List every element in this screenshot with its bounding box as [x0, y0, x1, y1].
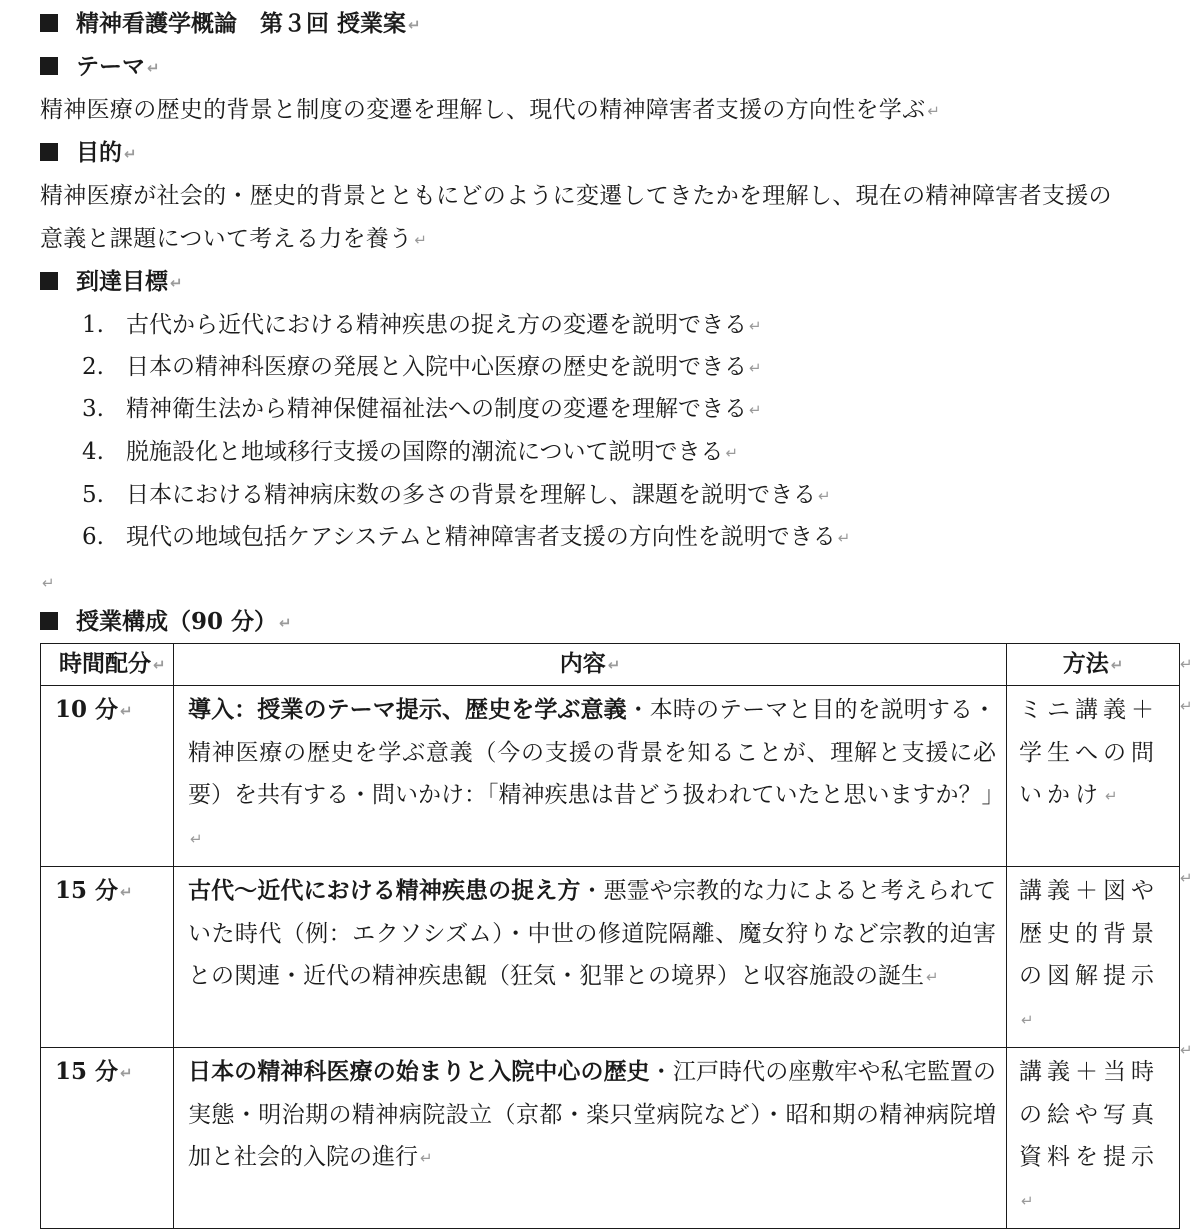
paragraph-mark-icon: ↵: [725, 444, 739, 462]
method-cell: 講義＋当時の絵や写真資料を提示↵: [1007, 1048, 1180, 1229]
paragraph-mark-icon: ↵: [42, 574, 55, 592]
paragraph-mark-icon: ↵: [120, 702, 133, 720]
time-cell: 10 分 ↵: [41, 686, 174, 867]
goals-heading: 到達目標 ↵: [40, 262, 183, 303]
purpose-text-line-1: 精神医療が社会的・歴史的背景とともにどのように変遷してきたかを理解し、現在の精神障害者支援の: [40, 183, 1112, 209]
goal-item: 1. 古代から近代における精神疾患の捉え方の変遷を説明できる ↵: [82, 312, 762, 338]
content-cell: 導入：授業のテーマ提示、歴史を学ぶ意義・本時のテーマと目的を説明する・精神医療の歴史を学ぶ意義（今の支援の背景を知ることが、理解と支援に必要）を共有する・問いかけ：「精神疾患は昔どう扱われていたと思いますか？」↵: [174, 686, 1007, 867]
square-bullet-icon: [40, 14, 58, 32]
goal-item: 2. 日本の精神科医療の発展と入院中心医療の歴史を説明できる ↵: [82, 354, 762, 380]
theme-text: 精神医療の歴史的背景と制度の変遷を理解し、現代の精神障害者支援の方向性を学ぶ ↵: [40, 97, 941, 123]
row-end-mark-icon: ↵: [1180, 697, 1193, 715]
content-cell: 日本の精神科医療の始まりと入院中心の歴史・江戸時代の座敷牢や私宅監置の実態・明治期の精神病院設立（京都・楽只堂病院など）・昭和期の精神病院増加と社会的入院の進行 ↵: [174, 1048, 1007, 1229]
document-title: 精神看護学概論 第３回 授業案 ↵: [40, 4, 421, 45]
paragraph-mark-icon: ↵: [749, 317, 762, 335]
goal-item: 4. 脱施設化と地域移行支援の国際的潮流について説明できる ↵: [82, 439, 739, 465]
paragraph-mark-icon: ↵: [124, 145, 137, 163]
paragraph-mark-icon: ↵: [170, 274, 183, 292]
table-row: [41, 1048, 1180, 1229]
method-cell: ミニ講義＋学生への問いかけ ↵: [1007, 686, 1180, 867]
structure-heading: 授業構成（90 分） ↵: [40, 602, 292, 643]
paragraph-mark-icon: ↵: [147, 59, 160, 77]
goal-item: 5. 日本における精神病床数の多さの背景を理解し、課題を説明できる ↵: [82, 482, 831, 508]
paragraph-mark-icon: ↵: [279, 614, 292, 632]
paragraph-mark-icon: ↵: [607, 656, 621, 674]
goal-item: 6. 現代の地域包括ケアシステムと精神障害者支援の方向性を説明できる ↵: [82, 524, 851, 550]
row-end-mark-icon: ↵: [1180, 655, 1193, 673]
square-bullet-icon: [40, 612, 58, 630]
paragraph-mark-icon: ↵: [749, 401, 762, 419]
table-row: [41, 867, 1180, 1048]
paragraph-mark-icon: ↵: [837, 529, 851, 547]
column-header-method: 方法 ↵: [1007, 644, 1180, 686]
time-cell: 15 分 ↵: [41, 867, 174, 1048]
paragraph-mark-icon: ↵: [1110, 656, 1124, 674]
paragraph-mark-icon: ↵: [1021, 1191, 1039, 1210]
paragraph-mark-icon: ↵: [408, 16, 421, 34]
paragraph-mark-icon: ↵: [120, 883, 133, 901]
paragraph-mark-icon: ↵: [153, 656, 166, 674]
table-header-row: [41, 644, 1180, 686]
goal-item: 3. 精神衛生法から精神保健福祉法への制度の変遷を理解できる ↵: [82, 396, 762, 422]
time-cell: 15 分 ↵: [41, 1048, 174, 1229]
method-cell: 講義＋図や歴史的背景の図解提示↵: [1007, 867, 1180, 1048]
paragraph-mark-icon: ↵: [420, 1149, 433, 1167]
table-row: [41, 686, 1180, 867]
purpose-text-line-2: 意義と課題について考える力を養う ↵: [40, 226, 428, 252]
content-cell: 古代〜近代における精神疾患の捉え方・悪霊や宗教的な力によると考えられていた時代（例：エクソシズム）・中世の修道院隔離、魔女狩りなど宗教的迫害との関連・近代の精神疾患観（狂気・犯罪との境界）と収容施設の誕生 ↵: [174, 867, 1007, 1048]
lesson-structure-table: [40, 643, 1180, 1229]
paragraph-mark-icon: ↵: [926, 968, 939, 986]
empty-paragraph: [40, 562, 55, 603]
paragraph-mark-icon: ↵: [818, 487, 831, 505]
column-header-time: 時間配分 ↵: [41, 644, 174, 686]
row-end-mark-icon: ↵: [1180, 869, 1193, 887]
row-end-mark-icon: ↵: [1180, 1041, 1193, 1059]
paragraph-mark-icon: ↵: [190, 829, 203, 848]
paragraph-mark-icon: ↵: [1021, 1010, 1039, 1029]
paragraph-mark-icon: ↵: [749, 359, 762, 377]
square-bullet-icon: [40, 272, 58, 290]
square-bullet-icon: [40, 143, 58, 161]
paragraph-mark-icon: ↵: [414, 231, 428, 249]
theme-heading: テーマ ↵: [40, 47, 160, 88]
purpose-heading: 目的 ↵: [40, 133, 137, 174]
paragraph-mark-icon: ↵: [120, 1064, 133, 1082]
paragraph-mark-icon: ↵: [1105, 787, 1123, 805]
paragraph-mark-icon: ↵: [927, 102, 941, 120]
square-bullet-icon: [40, 57, 58, 75]
column-header-content: 内容 ↵: [174, 644, 1007, 686]
